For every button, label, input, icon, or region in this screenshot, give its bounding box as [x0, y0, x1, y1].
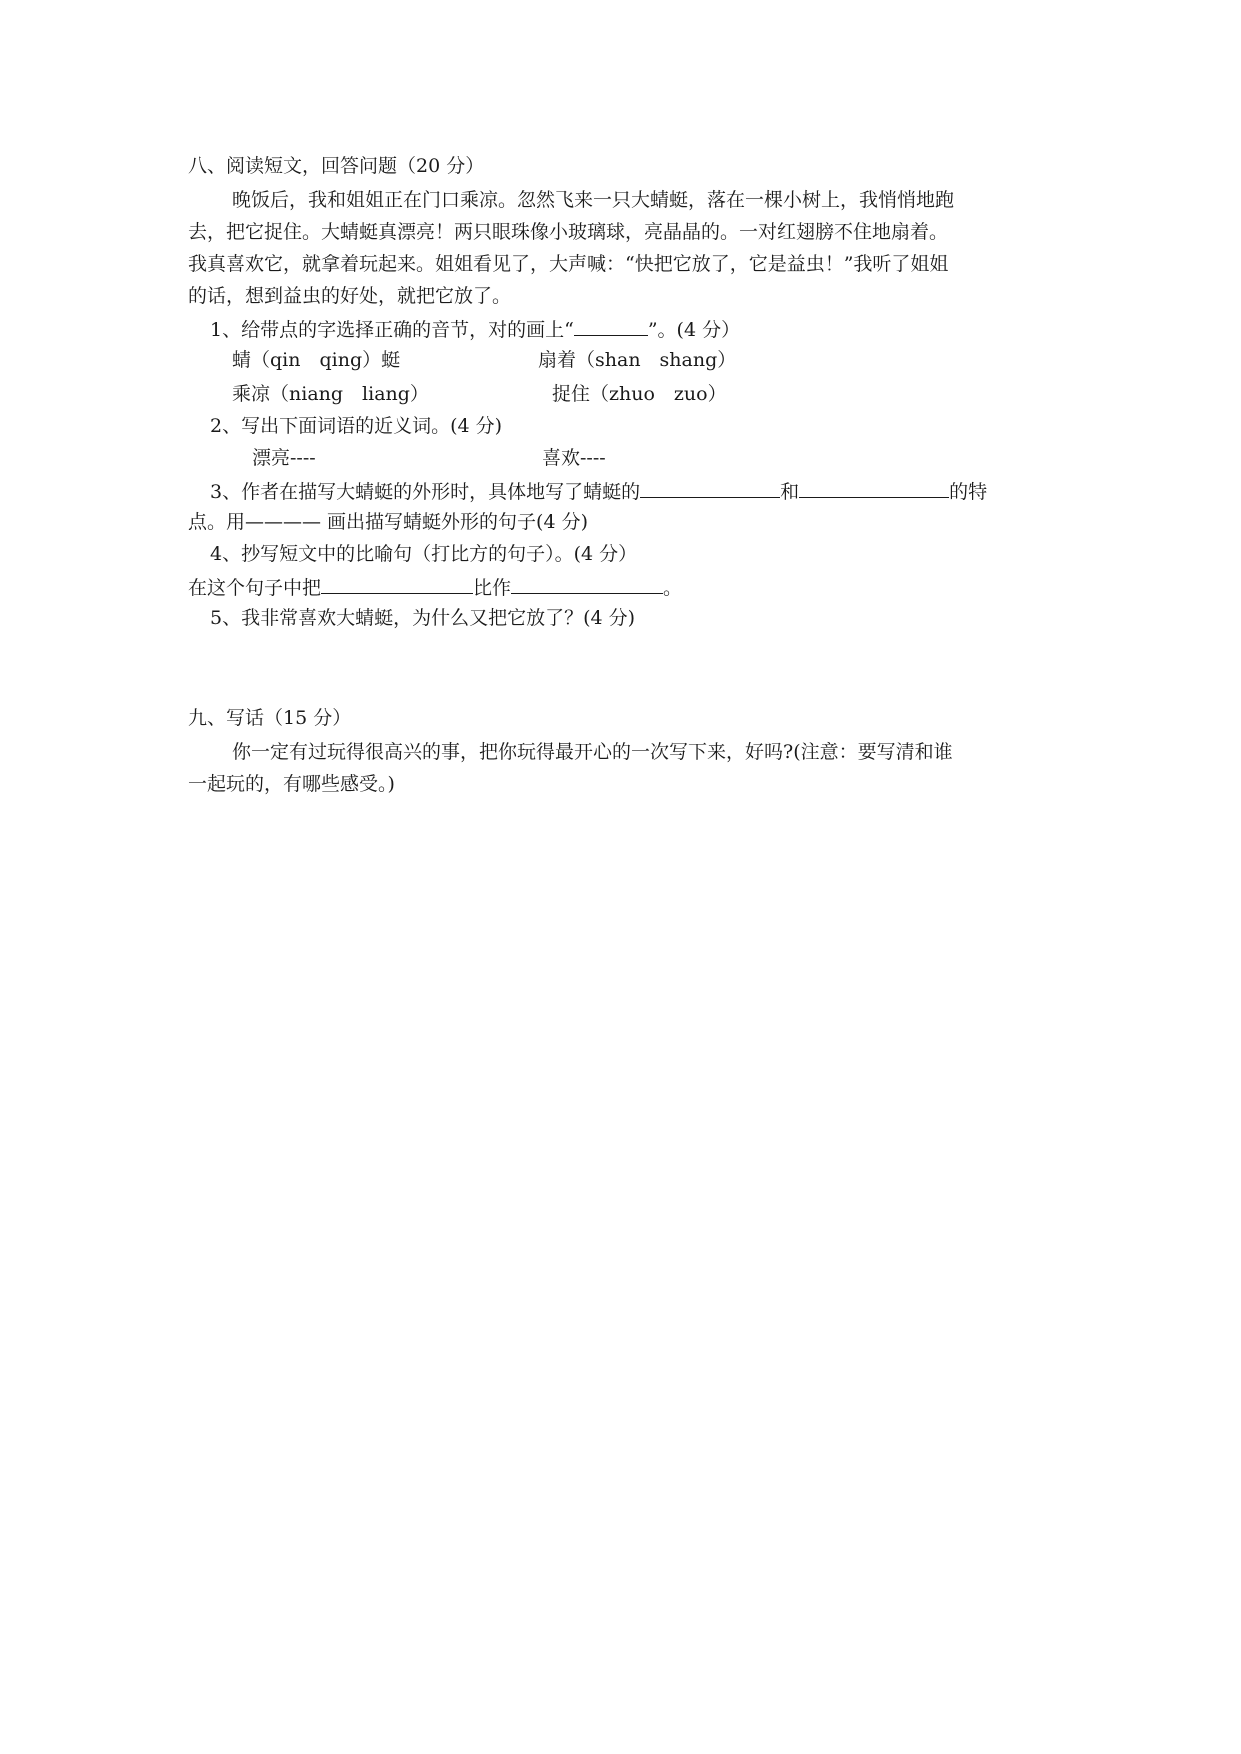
passage-line-3: 我真喜欢它，就拿着玩起来。姐姐看见了，大声喊：“快把它放了，它是益虫！”我听了姐姐: [188, 253, 949, 275]
question-1-text: 1、给带点的字选择正确的音节，对的画上“: [210, 319, 574, 341]
question-4-text-b: 比作: [473, 577, 512, 599]
answer-mark-blank[interactable]: [574, 316, 648, 336]
pinyin-item-1: 蜻（qin qing）蜓: [232, 349, 401, 371]
passage-line-2: 去，把它捉住。大蜻蜓真漂亮！两只眼珠像小玻璃球，亮晶晶的。一对红翅膀不住地扇着。: [188, 221, 949, 243]
question-3-part-1: 3、作者在描写大蜻蜓的外形时，具体地写了蜻蜓的: [210, 481, 641, 503]
section-9-line-2: 一起玩的，有哪些感受。): [188, 773, 395, 795]
answer-blank-4[interactable]: [511, 574, 663, 594]
question-4-line-2: [188, 574, 682, 600]
question-3-part-3: 的特: [949, 481, 988, 503]
answer-blank-1[interactable]: [640, 478, 780, 498]
pinyin-item-2: 扇着（shan shang）: [538, 349, 737, 371]
pinyin-item-4: 捉住（zhuo zuo）: [552, 383, 727, 405]
section-8-title: 八、阅读短文，回答问题（20 分）: [188, 155, 485, 177]
question-1: [210, 316, 740, 342]
pinyin-item-3: 乘凉（niang liang）: [232, 383, 429, 405]
section-9-line-1: 你一定有过玩得很高兴的事，把你玩得最开心的一次写下来，好吗?(注意：要写清和谁: [232, 741, 953, 763]
synonym-word-1: 漂亮----: [252, 447, 316, 469]
passage-line-4: 的话，想到益虫的好处，就把它放了。: [188, 285, 512, 307]
question-3-part-2: 和: [780, 481, 800, 503]
question-3: [210, 478, 987, 504]
question-4: 4、抄写短文中的比喻句（打比方的句子）。(4 分）: [210, 543, 638, 565]
question-2: 2、写出下面词语的近义词。(4 分): [210, 415, 503, 437]
answer-blank-3[interactable]: [321, 574, 473, 594]
section-9-title: 九、写话（15 分）: [188, 707, 352, 729]
question-4-text-c: 。: [663, 577, 683, 599]
question-1-suffix: ”。(4 分）: [647, 319, 741, 341]
question-5: 5、我非常喜欢大蜻蜓，为什么又把它放了？(4 分): [210, 607, 636, 629]
question-4-text-a: 在这个句子中把: [188, 577, 322, 599]
synonym-word-2: 喜欢----: [542, 447, 606, 469]
passage-line-1: 晚饭后，我和姐姐正在门口乘凉。忽然飞来一只大蜻蜓，落在一棵小树上，我悄悄地跑: [232, 189, 955, 211]
answer-blank-2[interactable]: [799, 478, 949, 498]
question-3-line-2: 点。用———— 画出描写蜻蜓外形的句子(4 分): [188, 511, 588, 533]
